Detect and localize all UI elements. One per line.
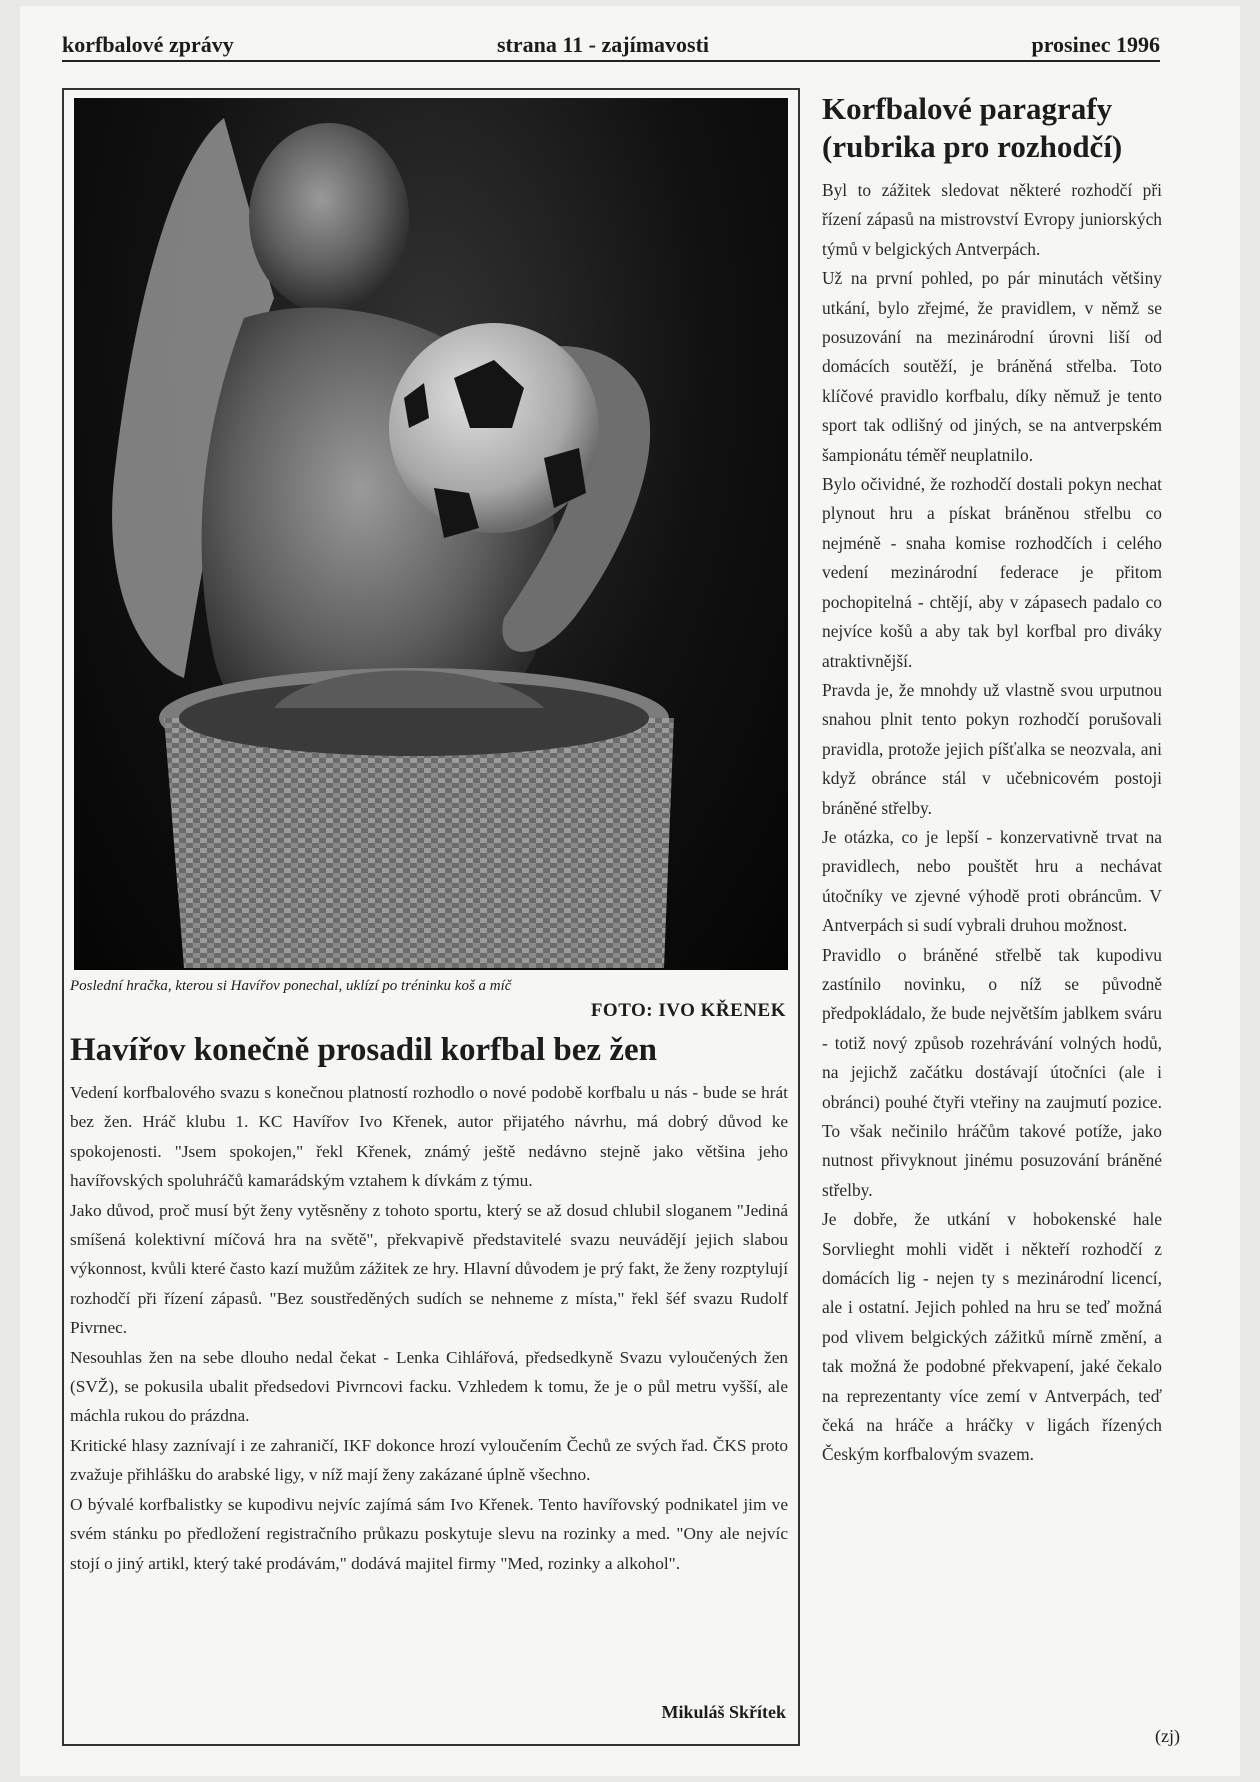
- right-article-body: [822, 176, 1162, 1470]
- paragraph: Je otázka, co je lepší - konzervativně trvat na pravidlech, nebo pouštět hru a nechávat útočníky ve zjevné výhodě proti obráncům. V Antverpách si sudí vybrali druhou možnost.: [822, 826, 1162, 936]
- paragraph: Kritické hlasy zaznívají i ze zahraničí, IKF dokonce hrozí vyloučením Čechů ze svých řad. ČKS proto zvažuje přihlášku do arabské ligy, v níž mají ženy zakázané úplně všechno.: [70, 1435, 788, 1485]
- photo-illustration: [74, 98, 788, 970]
- paragraph: Pravidlo o bráněné střelbě tak kupodivu zastínilo novinku, o níž se původně předpokládalo, že bude největším jablkem sváru - totiž nový způsob rozehrávání volných hodů, na jejichž začátku dostávají útočníci (ale i obránci) pouhé čtyři vteřiny na zaujmutí pozice. To však nečinilo hráčům takové potíže, jako nutnost přivyknout jinému posuzování bráněné střelby.: [822, 944, 1162, 1200]
- issue-date: prosinec 1996: [1031, 32, 1160, 57]
- left-article-body: [70, 1078, 788, 1578]
- page-section: strana 11 - zajímavosti: [497, 32, 710, 57]
- paragraph: O bývalé korfbalistky se kupodivu nejvíc zajímá sám Ivo Křenek. Tento havířovský podnikatel jim ve svém stánku po předložení registračního průkazu poskytuje slevu na rozinky a med. "Ony ale nejvíc stojí o jiný artikl, který také prodávám," dodává majitel firmy "Med, rozinky a alkohol".: [70, 1494, 788, 1573]
- paragraph: Je dobře, že utkání v hobokenské hale Sorvlieght mohli vidět i někteří rozhodčí z domácích lig - nejen ty s mezinárodní licencí, ale i ostatní. Jejich pohled na hru se teď možná pod vlivem belgických zážitků mírně změní, a tak možná že podobné překvapení, jaké čekalo na reprezentanty více zemí v Antverpách, teď čeká na hráče a hráčky v ligách řízených Českým korfbalovým svazem.: [822, 1209, 1162, 1465]
- paragraph: Nesouhlas žen na sebe dlouho nedal čekat - Lenka Cihlářová, předsedkyně Svazu vyloučených žen (SVŽ), se pokusila ubalit předsedovi Pivrncovi facku. Vzhledem k tomu, že je o půl metru vyšší, ale máchla rukou do prázdna.: [70, 1347, 788, 1426]
- paragraph: Bylo očividné, že rozhodčí dostali pokyn nechat plynout hru a pískat bráněnou střelbu co nejméně - snaha komise rozhodčích i celého vedení mezinárodní federace je přitom pochopitelná - chtějí, aby v zápasech padalo co nejvíce košů a aby tak byl korfbal pro diváky atraktivnější.: [822, 474, 1162, 671]
- paragraph: Pravda je, že mnohdy už vlastně svou urputnou snahou plnit tento pokyn rozhodčí porušovali pravidla, protože jejich píšťalka se neozvala, ani když obránce stál v učebnicovém postoji bráněné střelby.: [822, 679, 1162, 818]
- page-header: [62, 30, 1160, 62]
- author-signature: Mikuláš Skřítek: [661, 1702, 786, 1722]
- article-photo: [74, 98, 788, 970]
- photo-credit: FOTO: IVO KŘENEK: [590, 1000, 786, 1021]
- paragraph: Vedení korfbalového svazu s konečnou platností rozhodlo o nové podobě korfbalu u nás - bude se hrát bez žen. Hráč klubu 1. KC Havířov Ivo Křenek, autor přijatého návrhu, má dobrý důvod ke spokojenosti. "Jsem spokojen," řekl Křenek, známý ještě nedávno stejně jako většina jeho havířovských spoluhráčů kamarádským vztahem k dívkám z týmu.: [70, 1083, 788, 1191]
- right-article-title: Korfbalové paragrafy (rubrika pro rozhodčí): [822, 91, 1123, 164]
- publication-name: korfbalové zprávy: [62, 32, 234, 57]
- paragraph: Už na první pohled, po pár minutách většiny utkání, bylo zřejmé, že pravidlem, v němž se posuzování na mezinárodní úrovni liší od domácích soutěží, je bráněná střelba. Toto klíčové pravidlo korfbalu, díky němuž je tento sport tak odlišný od jiných, se na antverpském šampionátu téměř neuplatnilo.: [822, 268, 1162, 465]
- paragraph: Byl to zážitek sledovat některé rozhodčí při řízení zápasů na mistrovství Evropy juniorských týmů v belgických Antverpách.: [822, 180, 1162, 259]
- paragraph: Jako důvod, proč musí být ženy vytěsněny z tohoto sportu, který se až dosud chlubil sloganem "Jediná smíšená kolektivní míčová hra na světě", překvapivě představitelé svazu neuvádějí jejich slabou výkonnost, kvůli které často kazí mužům zážitek ze hry. Hlavní důvodem je prý fakt, že ženy rozptylují rozhodčí při řízení zápasů. "Bez soustředěných sudích se nehneme z místa," řekl šéf svazu Rudolf Pivrnec.: [70, 1200, 788, 1338]
- left-article-title: Havířov konečně prosadil korfbal bez žen: [70, 1032, 657, 1068]
- photo-caption: Poslední hračka, kterou si Havířov ponechal, uklízí po tréninku koš a míč: [70, 978, 512, 994]
- author-initials: (zj): [1155, 1726, 1180, 1746]
